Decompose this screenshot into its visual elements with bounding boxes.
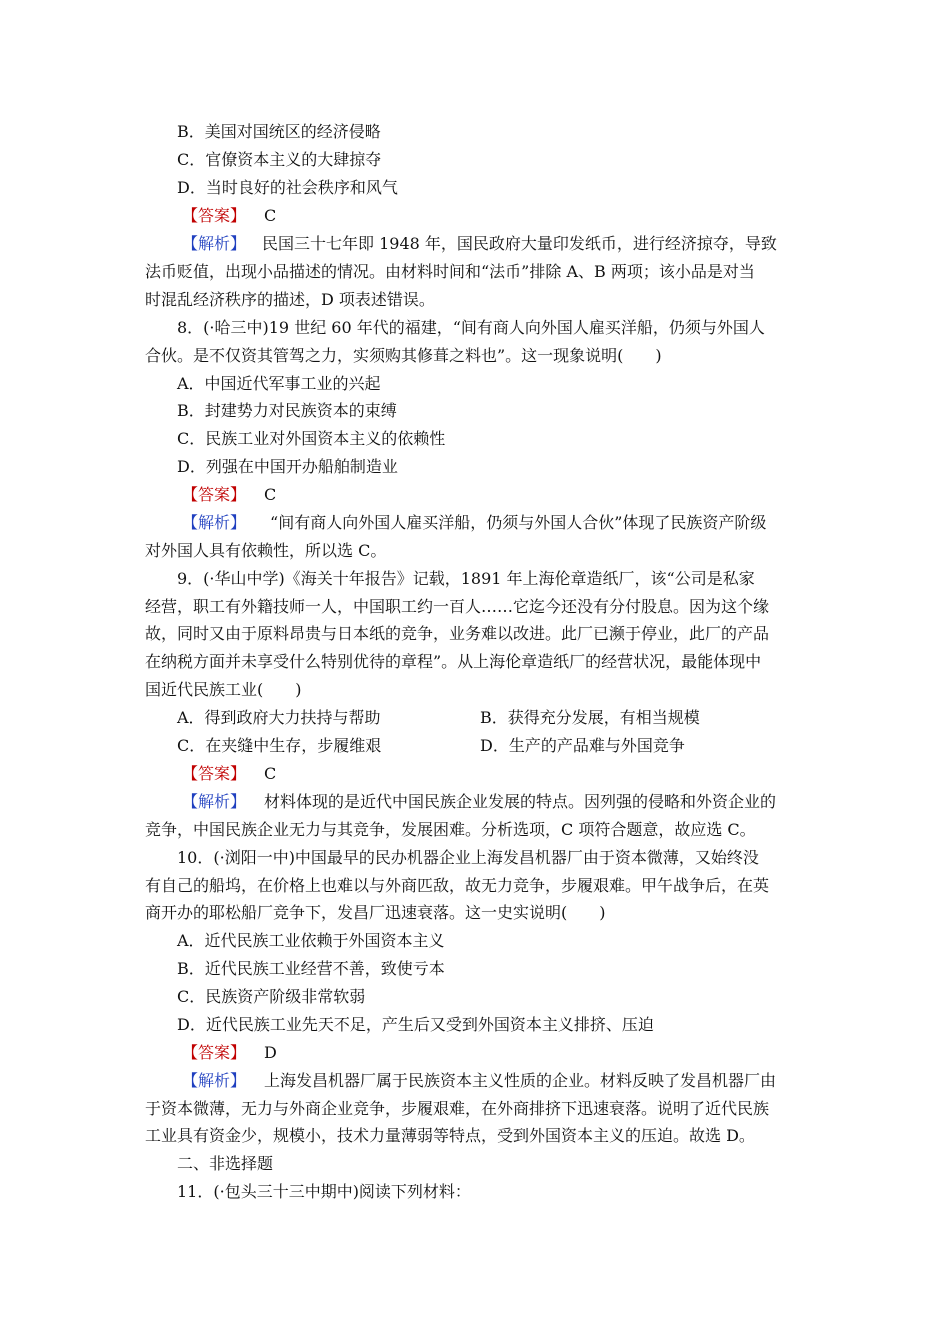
q9-option-a: A．得到政府大力扶持与帮助 [177,708,381,727]
q9-stem-line5: 国近代民族工业( ) [145,680,302,699]
q10-stem-line3: 商开办的耶松船厂竞争下，发昌厂迅速衰落。这一史实说明( ) [145,903,606,922]
q10-option-d: D．近代民族工业先天不足，产生后又受到外国资本主义排挤、压迫 [177,1015,654,1034]
q9-option-d: D．生产的产品难与外国竞争 [480,736,685,755]
q9-option-c: C．在夹缝中生存，步履维艰 [177,736,382,755]
q8-analysis-line1: 【解析】 “间有商人向外国人雇买洋船，仍须与外国人合伙”体现了民族资产阶级 [182,513,767,532]
q8-option-b: B．封建势力对民族资本的束缚 [177,401,397,420]
q7-option-d: D．当时良好的社会秩序和风气 [177,178,398,197]
q7-option-c: C．官僚资本主义的大肆掠夺 [177,150,382,169]
q10-stem-line2: 有自己的船坞，在价格上也难以与外商匹敌，故无力竞争，步履艰难。甲午战争后，在英 [145,876,770,895]
q9-stem-line1: 9．(·华山中学)《海关十年报告》记载，1891 年上海伦章造纸厂，该“公司是私家 [177,569,755,588]
analysis-tag: 【解析】 [182,234,247,253]
analysis-tag: 【解析】 [182,513,247,532]
q9-stem-line2: 经营，职工有外籍技师一人，中国职工约一百人……它迄今还没有分付股息。因为这个缘 [145,597,770,616]
answer-tag: 【答案】 [182,485,247,504]
q7-answer: C [264,206,277,225]
q9-stem-line3: 故，同时又由于原料昂贵与日本纸的竞争，业务难以改进。此厂已濒于停业，此厂的产品 [145,624,770,643]
q8-option-a: A．中国近代军事工业的兴起 [177,374,381,393]
q8-option-c: C．民族工业对外国资本主义的依赖性 [177,429,446,448]
q10-analysis-line3: 工业具有资金少，规模小，技术力量薄弱等特点，受到外国资本主义的压迫。故选 D。 [145,1126,755,1145]
q9-stem-line4: 在纳税方面并未享受什么特别优待的章程”。从上海伦章造纸厂的经营状况，最能体现中 [145,652,762,671]
q10-option-a: A．近代民族工业依赖于外国资本主义 [177,931,445,950]
q7-analysis-line2: 法币贬值，出现小品描述的情况。由材料时间和“法币”排除 A、B 两项；该小品是对当 [145,262,755,281]
q10-option-b: B．近代民族工业经营不善，致使亏本 [177,959,445,978]
q8-stem-line1: 8．(·哈三中)19 世纪 60 年代的福建，“间有商人向外国人雇买洋船，仍须与外国人 [177,318,765,337]
answer-tag: 【答案】 [182,1043,247,1062]
q10-analysis-line1: 【解析】 上海发昌机器厂属于民族资本主义性质的企业。材料反映了发昌机器厂由 [182,1071,777,1090]
answer-tag: 【答案】 [182,764,247,783]
q7-analysis-line3: 时混乱经济秩序的描述，D 项表述错误。 [145,290,435,309]
q9-answer-line [182,764,276,784]
q10-stem-line1: 10．(·浏阳一中)中国最早的民办机器企业上海发昌机器厂由于资本微薄，又始终没 [177,848,759,867]
analysis-tag: 【解析】 [182,1071,247,1090]
section-title: 二、非选择题 [177,1154,274,1173]
q9-answer: C [264,764,277,783]
q8-analysis-line2: 对外国人具有依赖性，所以选 C。 [145,541,387,560]
answer-tag: 【答案】 [182,206,247,225]
q11-stem-line1: 11．(·包头三十三中期中)阅读下列材料： [177,1182,471,1201]
q10-option-c: C．民族资产阶级非常软弱 [177,987,366,1006]
q9-option-b: B．获得充分发展，有相当规模 [480,708,700,727]
q8-option-d: D．列强在中国开办船舶制造业 [177,457,398,476]
q8-answer: C [264,485,277,504]
q10-analysis-line2: 于资本微薄，无力与外商企业竞争，步履艰难，在外商排挤下迅速衰落。说明了近代民族 [145,1099,770,1118]
q8-stem-line2: 合伙。是不仅资其管驾之力，实须购其修葺之料也”。这一现象说明( ) [145,346,662,365]
q8-answer-line [182,485,276,505]
q7-option-b: B．美国对国统区的经济侵略 [177,122,381,141]
q7-answer-line [182,206,276,226]
q10-answer-line [182,1043,277,1063]
q9-analysis-line2: 竞争，中国民族企业无力与其竞争，发展困难。分析选项，C 项符合题意，故应选 C。 [145,820,756,839]
q9-analysis-line1: 【解析】 材料体现的是近代中国民族企业发展的特点。因列强的侵略和外资企业的 [182,792,777,811]
analysis-tag: 【解析】 [182,792,247,811]
q7-analysis-line1: 【解析】 民国三十七年即 1948 年，国民政府大量印发纸币，进行经济掠夺，导致 [182,234,777,253]
q10-answer: D [264,1043,277,1062]
